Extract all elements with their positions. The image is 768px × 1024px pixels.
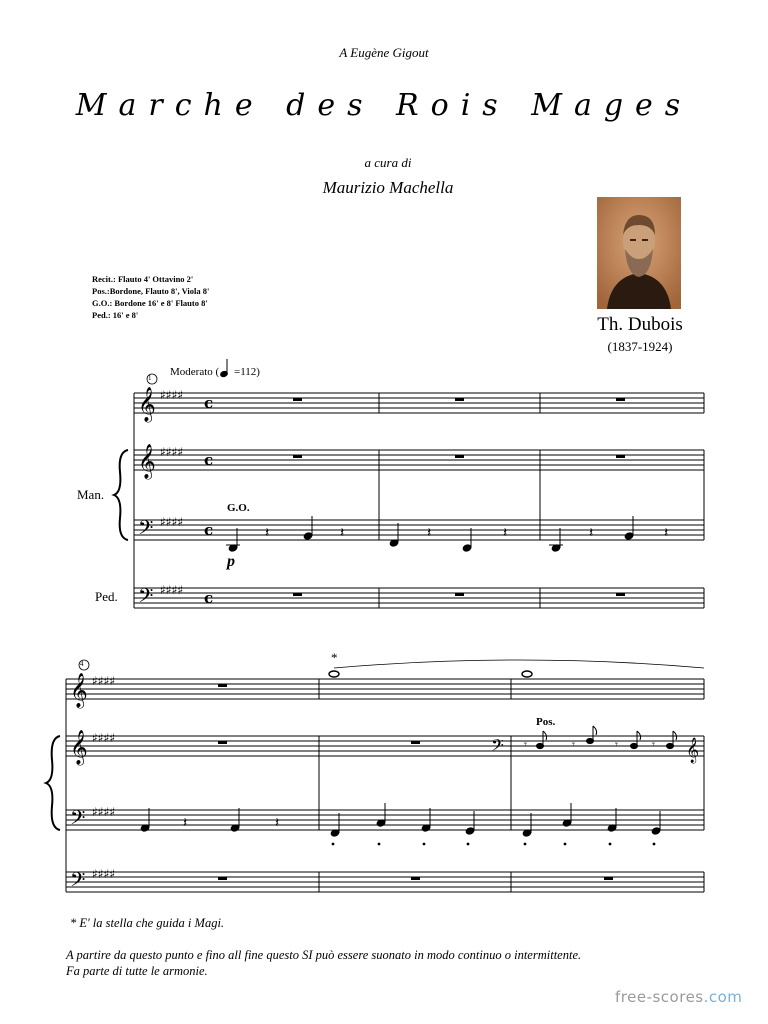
svg-text:c: c	[204, 451, 214, 469]
svg-text:♯♯♯♯: ♯♯♯♯	[92, 731, 116, 745]
registration-positif: Pos.:Bordone, Flauto 8', Viola 8'	[92, 286, 210, 296]
bass-clef-icon: 𝄢	[70, 806, 86, 834]
edited-by-label: a cura di	[364, 155, 412, 170]
bass-clef-icon: 𝄢	[70, 868, 86, 896]
bass-clef-icon: 𝄢	[138, 516, 154, 544]
editor-name: Maurizio Machella	[322, 178, 454, 197]
treble-clef-icon: 𝄞	[138, 387, 156, 422]
brand-name: free-scores	[615, 988, 704, 1006]
svg-text:𝄽: 𝄽	[589, 525, 594, 541]
system1-staff3	[134, 520, 704, 540]
treble-clef-icon: 𝄞	[70, 730, 88, 765]
performance-notes	[66, 947, 726, 979]
svg-text:♯♯♯♯: ♯♯♯♯	[92, 674, 116, 688]
system2-staff1	[66, 679, 704, 699]
tempo-prefix: Moderato (	[170, 366, 220, 378]
svg-text:♯♯♯♯: ♯♯♯♯	[92, 805, 116, 819]
bass-clef-icon: 𝄢	[491, 735, 504, 759]
performance-note-line1: A partire da questo punto e fino all fine questo SI può essere suonato in modo continuo o intermittente.	[66, 948, 582, 962]
svg-text:♯♯♯♯: ♯♯♯♯	[160, 388, 184, 402]
treble-clef-icon: 𝄞	[70, 673, 88, 708]
system1-staff4	[134, 588, 704, 608]
dedication: A Eugène Gigout	[339, 45, 429, 60]
piece-title: Marche des Rois Mages	[75, 88, 693, 123]
performance-note-line2: Fa parte di tutte le armonie.	[66, 964, 208, 978]
system2-staff2	[66, 736, 704, 756]
registration-grand-orgue: G.O.: Bordone 16' e 8' Flauto 8'	[92, 298, 208, 308]
system2-staff4	[66, 872, 704, 892]
brand-domain: .com	[703, 988, 743, 1006]
registration-pedal: Ped.: 16' e 8'	[92, 310, 139, 320]
treble-clef-icon: 𝄞	[138, 444, 156, 479]
svg-text:𝄽: 𝄽	[265, 525, 270, 541]
svg-text:𝄾: 𝄾	[524, 738, 527, 751]
star-mark: *	[331, 650, 338, 665]
svg-text:c: c	[204, 521, 214, 539]
composer-dates: (1837-1924)	[607, 339, 673, 354]
svg-text:𝄽: 𝄽	[340, 525, 345, 541]
svg-text:𝄾: 𝄾	[572, 738, 575, 751]
svg-text:c: c	[204, 589, 214, 607]
grand-orgue-label: G.O.	[227, 502, 250, 514]
positif-label: Pos.	[536, 716, 556, 728]
svg-text:𝄾: 𝄾	[652, 738, 655, 751]
brand-watermark[interactable]	[615, 988, 742, 1006]
composer-name: Th. Dubois	[597, 314, 683, 335]
tempo-marking	[170, 366, 219, 378]
svg-text:𝄽: 𝄽	[183, 815, 188, 831]
bass-clef-icon: 𝄢	[138, 584, 154, 612]
tempo-value: =112)	[234, 366, 260, 378]
manuals-label: Man.	[77, 487, 105, 502]
system1-staff1	[134, 393, 704, 413]
svg-text:♯♯♯♯: ♯♯♯♯	[160, 515, 184, 529]
svg-text:♯♯♯♯: ♯♯♯♯	[160, 583, 184, 597]
registration-recit: Recit.: Flauto 4' Ottavino 2'	[92, 274, 194, 284]
svg-text:c: c	[204, 394, 214, 412]
pedal-label: Ped.	[95, 589, 118, 604]
measure-number-1: 1	[148, 374, 152, 382]
svg-text:𝄽: 𝄽	[427, 525, 432, 541]
measure-number-4: 4	[80, 660, 84, 668]
treble-clef-icon: 𝄞	[686, 738, 700, 763]
svg-text:𝄾: 𝄾	[615, 738, 618, 751]
svg-text:𝄽: 𝄽	[503, 525, 508, 541]
dynamic-marking: p	[227, 553, 235, 570]
svg-text:𝄽: 𝄽	[664, 525, 669, 541]
system1-staff2	[134, 450, 704, 470]
star-footnote: * E' la stella che guida i Magi.	[70, 916, 225, 930]
svg-text:𝄽: 𝄽	[275, 815, 280, 831]
svg-text:♯♯♯♯: ♯♯♯♯	[92, 867, 116, 881]
svg-text:♯♯♯♯: ♯♯♯♯	[160, 445, 184, 459]
